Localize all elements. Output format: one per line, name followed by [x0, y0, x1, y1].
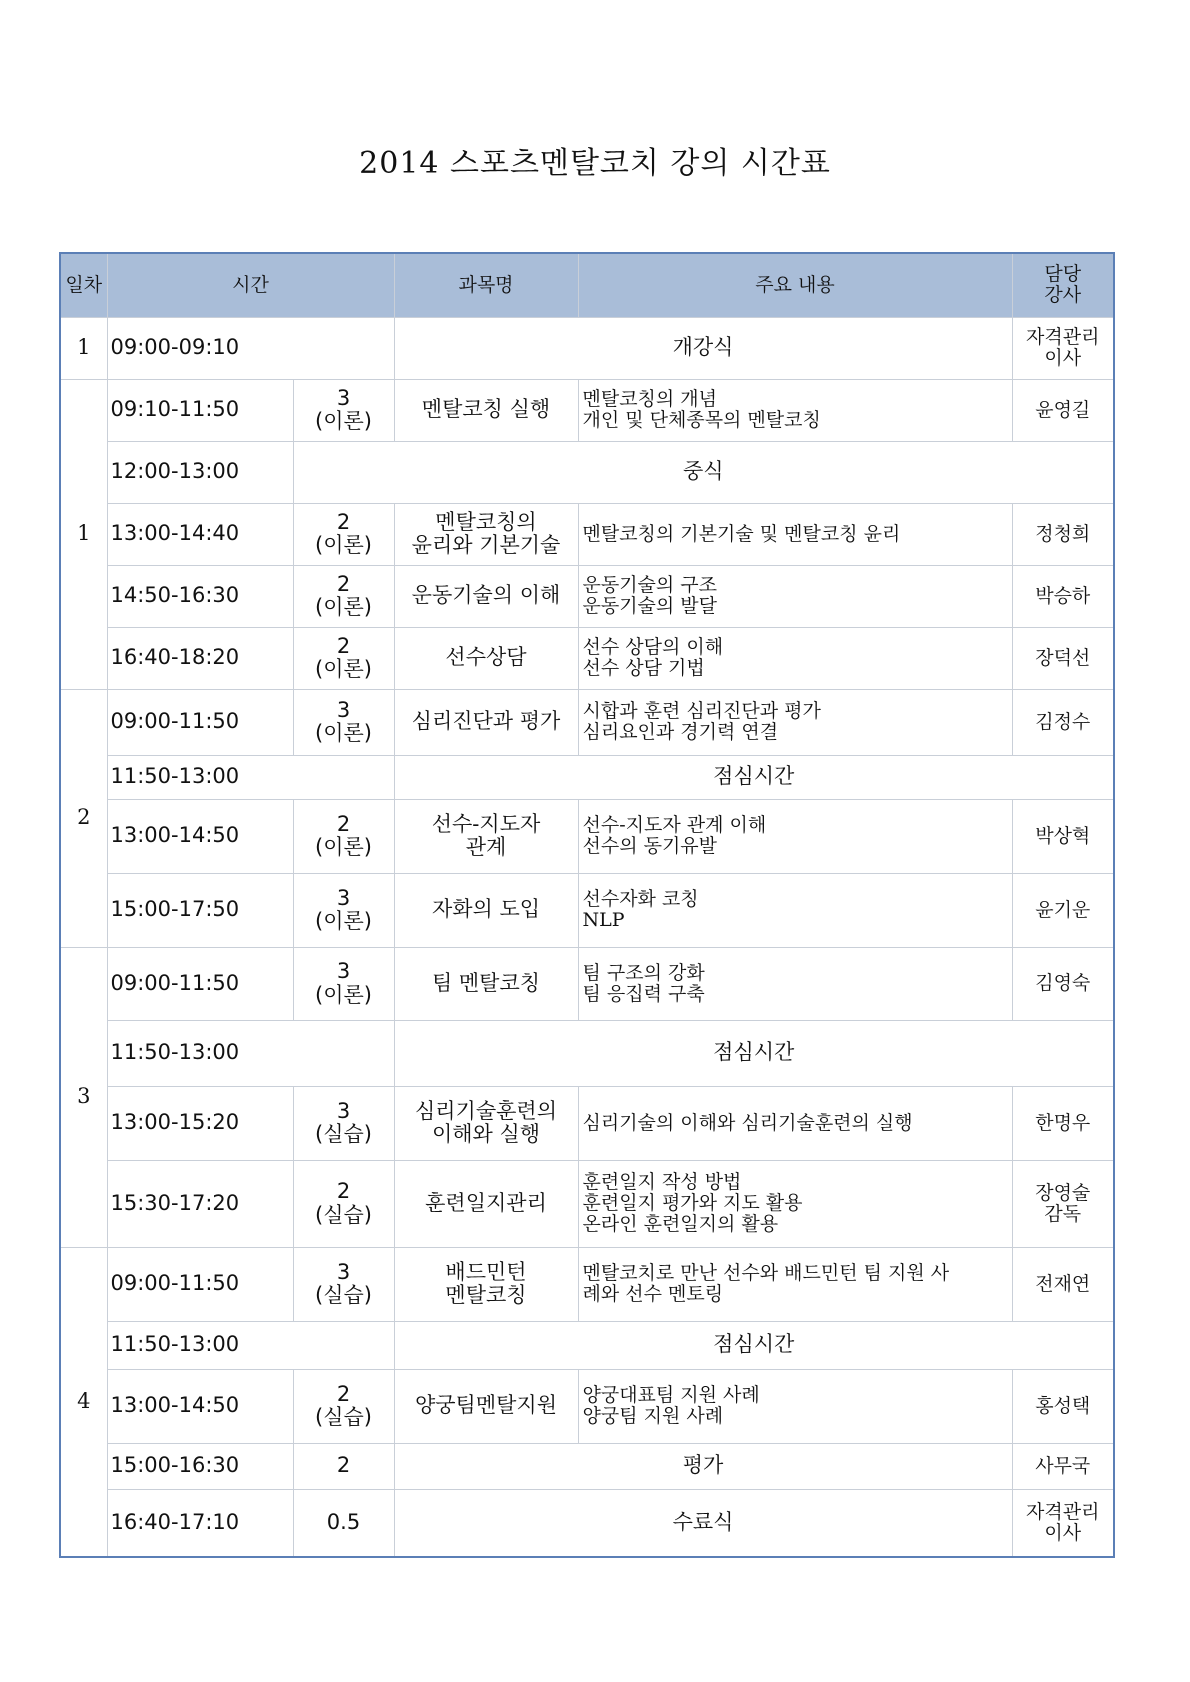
hours-cell: 3 (이론): [293, 947, 394, 1020]
subject-cell: 팀 멘탈코칭: [394, 947, 578, 1020]
instructor-cell: 장영술 감독: [1012, 1160, 1114, 1247]
content-cell: 멘탈코칭의 기본기술 및 멘탈코칭 윤리: [578, 503, 1012, 565]
time-cell: 09:10-11:50: [107, 379, 293, 441]
time-cell: 11:50-13:00: [107, 1020, 394, 1086]
event-cell: 점심시간: [394, 1321, 1114, 1369]
time-cell: 12:00-13:00: [107, 441, 293, 503]
time-cell: 11:50-13:00: [107, 1321, 394, 1369]
time-cell: 09:00-09:10: [107, 317, 394, 379]
subject-cell: 훈련일지관리: [394, 1160, 578, 1247]
instructor-cell: 한명우: [1012, 1086, 1114, 1160]
instructor-cell: 박승하: [1012, 565, 1114, 627]
instructor-cell: 자격관리 이사: [1012, 317, 1114, 379]
content-cell: 심리기술의 이해와 심리기술훈련의 실행: [578, 1086, 1012, 1160]
page-title: 2014 스포츠멘탈코치 강의 시간표: [359, 146, 831, 181]
subject-cell: 심리진단과 평가: [394, 689, 578, 755]
time-cell: 15:30-17:20: [107, 1160, 293, 1247]
content-cell: 선수자화 코칭 NLP: [578, 873, 1012, 947]
day-cell: 4: [60, 1247, 107, 1557]
subject-cell: 선수상담: [394, 627, 578, 689]
table-row: [60, 755, 1114, 799]
content-cell: 팀 구조의 강화 팀 응집력 구축: [578, 947, 1012, 1020]
table-row: [60, 565, 1114, 627]
time-cell: 16:40-18:20: [107, 627, 293, 689]
hours-cell: 3 (실습): [293, 1086, 394, 1160]
hours-cell: 3 (이론): [293, 379, 394, 441]
table-row: [60, 1321, 1114, 1369]
time-cell: 13:00-14:40: [107, 503, 293, 565]
subject-cell: 멘탈코칭 실행: [394, 379, 578, 441]
header-subject: 과목명: [394, 253, 578, 317]
event-cell: 점심시간: [394, 755, 1114, 799]
time-cell: 09:00-11:50: [107, 947, 293, 1020]
header-day: 일차: [60, 253, 107, 317]
content-cell: 선수-지도자 관계 이해 선수의 동기유발: [578, 799, 1012, 873]
hours-cell: 2 (실습): [293, 1160, 394, 1247]
content-cell: 멘탈코칭의 개념 개인 및 단체종목의 멘탈코칭: [578, 379, 1012, 441]
subject-cell: 심리기술훈련의 이해와 실행: [394, 1086, 578, 1160]
content-cell: 시합과 훈련 심리진단과 평가 심리요인과 경기력 연결: [578, 689, 1012, 755]
table-row: [60, 689, 1114, 755]
table-row: [60, 627, 1114, 689]
header-content: 주요 내용: [578, 253, 1012, 317]
instructor-cell: 김정수: [1012, 689, 1114, 755]
instructor-cell: 박상혁: [1012, 799, 1114, 873]
instructor-cell: 장덕선: [1012, 627, 1114, 689]
day-cell: 1: [60, 379, 107, 689]
time-cell: 14:50-16:30: [107, 565, 293, 627]
time-cell: 09:00-11:50: [107, 689, 293, 755]
day-cell: 3: [60, 947, 107, 1247]
subject-cell: 선수-지도자 관계: [394, 799, 578, 873]
hours-cell: 2 (이론): [293, 503, 394, 565]
instructor-cell: 김영숙: [1012, 947, 1114, 1020]
content-cell: 멘탈코치로 만난 선수와 배드민턴 팀 지원 사 례와 선수 멘토링: [578, 1247, 1012, 1321]
event-cell: 중식: [293, 441, 1114, 503]
instructor-cell: 홍성택: [1012, 1369, 1114, 1443]
table-row: [60, 873, 1114, 947]
table-row: [60, 317, 1114, 379]
hours-cell: 2 (실습): [293, 1369, 394, 1443]
time-cell: 11:50-13:00: [107, 755, 394, 799]
hours-cell: 3 (이론): [293, 873, 394, 947]
instructor-cell: 사무국: [1012, 1443, 1114, 1489]
table-row: [60, 1443, 1114, 1489]
content-cell: 선수 상담의 이해 선수 상담 기법: [578, 627, 1012, 689]
event-cell: 점심시간: [394, 1020, 1114, 1086]
header-instructor: 담당 강사: [1012, 253, 1114, 317]
subject-cell: 양궁팀멘탈지원: [394, 1369, 578, 1443]
time-cell: 15:00-17:50: [107, 873, 293, 947]
table-row: [60, 1369, 1114, 1443]
instructor-cell: 윤영길: [1012, 379, 1114, 441]
subject-cell: 배드민턴 멘탈코칭: [394, 1247, 578, 1321]
content-cell: 운동기술의 구조 운동기술의 발달: [578, 565, 1012, 627]
time-cell: 09:00-11:50: [107, 1247, 293, 1321]
day-cell: 1: [60, 317, 107, 379]
header-row: [60, 253, 1114, 317]
hours-cell: 2: [293, 1443, 394, 1489]
event-cell: 개강식: [394, 317, 1012, 379]
hours-cell: 2 (이론): [293, 627, 394, 689]
instructor-cell: 윤기운: [1012, 873, 1114, 947]
table-row: [60, 503, 1114, 565]
instructor-cell: 정청희: [1012, 503, 1114, 565]
hours-cell: 3 (이론): [293, 689, 394, 755]
time-cell: 13:00-14:50: [107, 1369, 293, 1443]
hours-cell: 2 (이론): [293, 799, 394, 873]
subject-cell: 자화의 도입: [394, 873, 578, 947]
table-row: [60, 1160, 1114, 1247]
hours-cell: 2 (이론): [293, 565, 394, 627]
header-time: 시간: [107, 253, 394, 317]
table-row: [60, 947, 1114, 1020]
event-cell: 수료식: [394, 1489, 1012, 1557]
table-row: [60, 379, 1114, 441]
day-cell: 2: [60, 689, 107, 947]
time-cell: 13:00-14:50: [107, 799, 293, 873]
time-cell: 16:40-17:10: [107, 1489, 293, 1557]
schedule-table: [59, 252, 1115, 1558]
subject-cell: 멘탈코칭의 윤리와 기본기술: [394, 503, 578, 565]
time-cell: 15:00-16:30: [107, 1443, 293, 1489]
table-row: [60, 799, 1114, 873]
time-cell: 13:00-15:20: [107, 1086, 293, 1160]
event-cell: 평가: [394, 1443, 1012, 1489]
instructor-cell: 자격관리 이사: [1012, 1489, 1114, 1557]
table-row: [60, 441, 1114, 503]
table-row: [60, 1247, 1114, 1321]
subject-cell: 운동기술의 이해: [394, 565, 578, 627]
hours-cell: 0.5: [293, 1489, 394, 1557]
table-row: [60, 1489, 1114, 1557]
instructor-cell: 전재연: [1012, 1247, 1114, 1321]
hours-cell: 3 (실습): [293, 1247, 394, 1321]
content-cell: 양궁대표팀 지원 사례 양궁팀 지원 사례: [578, 1369, 1012, 1443]
table-row: [60, 1020, 1114, 1086]
content-cell: 훈련일지 작성 방법 훈련일지 평가와 지도 활용 온라인 훈련일지의 활용: [578, 1160, 1012, 1247]
table-row: [60, 1086, 1114, 1160]
